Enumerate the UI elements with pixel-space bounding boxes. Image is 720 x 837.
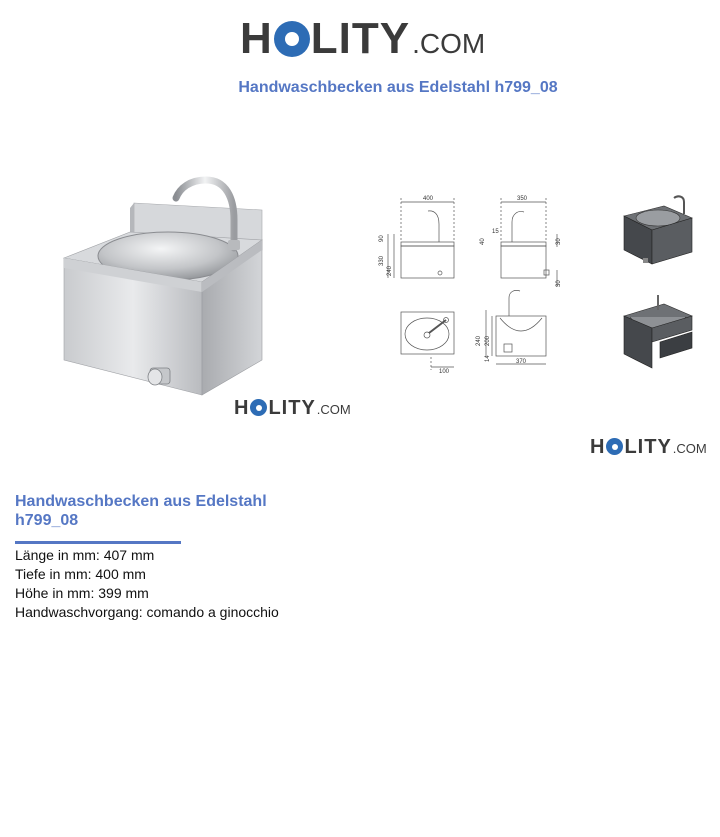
- dim-left-h3: 240: [387, 265, 393, 276]
- dim-bottom-h3: 14: [485, 355, 491, 362]
- technical-drawings: [374, 192, 570, 378]
- logo-circle-icon: [274, 21, 310, 57]
- spec-height: Höhe in mm: 399 mm: [15, 585, 149, 601]
- dim-left-h2: 330: [379, 255, 385, 266]
- dim-side-c: 30: [556, 238, 562, 245]
- section-view-drawing: [486, 290, 546, 364]
- dim-bottom-width: 370: [516, 359, 527, 365]
- dim-bottom-h1: 240: [476, 335, 482, 346]
- product-title: Handwaschbecken aus Edelstahl h799_08: [15, 493, 267, 529]
- dim-side-a: 15: [492, 229, 499, 235]
- dim-front-width: 400: [423, 196, 434, 202]
- logo-domain: .COM: [412, 28, 486, 59]
- product-specs: [15, 546, 279, 622]
- image-logo-text-start: H: [234, 397, 250, 419]
- thumbnail-sink-dark: [620, 192, 696, 272]
- spec-length: Länge in mm: 407 mm: [15, 547, 155, 563]
- image-logo-domain: .COM: [672, 441, 707, 456]
- title-divider: [15, 541, 181, 544]
- front-view-drawing: [388, 198, 454, 278]
- thumbnail-sink-section: [620, 290, 696, 370]
- dim-side-d: 30: [556, 280, 562, 287]
- side-view-drawing: [501, 198, 557, 287]
- image-logo-text-start: H: [590, 436, 606, 458]
- logo-text-start: H: [240, 14, 273, 63]
- dim-top-view: 100: [439, 369, 450, 375]
- image-logo: [234, 397, 351, 420]
- dim-side-b: 40: [480, 238, 486, 245]
- holity-logo[interactable]: [240, 14, 485, 64]
- image-logo-text-end: LITY: [268, 397, 316, 419]
- logo-circle-icon: [606, 438, 623, 455]
- top-view-drawing: [401, 312, 454, 370]
- image-logo-text-end: LITY: [624, 436, 672, 458]
- logo-text-end: LITY: [310, 14, 411, 63]
- logo-circle-icon: [250, 399, 267, 416]
- image-logo: [590, 436, 707, 459]
- page-title: Handwaschbecken aus Edelstahl h799_08: [238, 79, 558, 96]
- dim-side-depth: 350: [517, 196, 528, 202]
- dim-left-h1: 90: [379, 235, 385, 242]
- spec-depth: Tiefe in mm: 400 mm: [15, 566, 146, 582]
- product-photo-sink: [58, 170, 270, 400]
- dim-bottom-h2: 200: [485, 335, 491, 346]
- spec-operation: Handwaschvorgang: comando a ginocchio: [15, 604, 279, 620]
- image-logo-domain: .COM: [316, 402, 351, 417]
